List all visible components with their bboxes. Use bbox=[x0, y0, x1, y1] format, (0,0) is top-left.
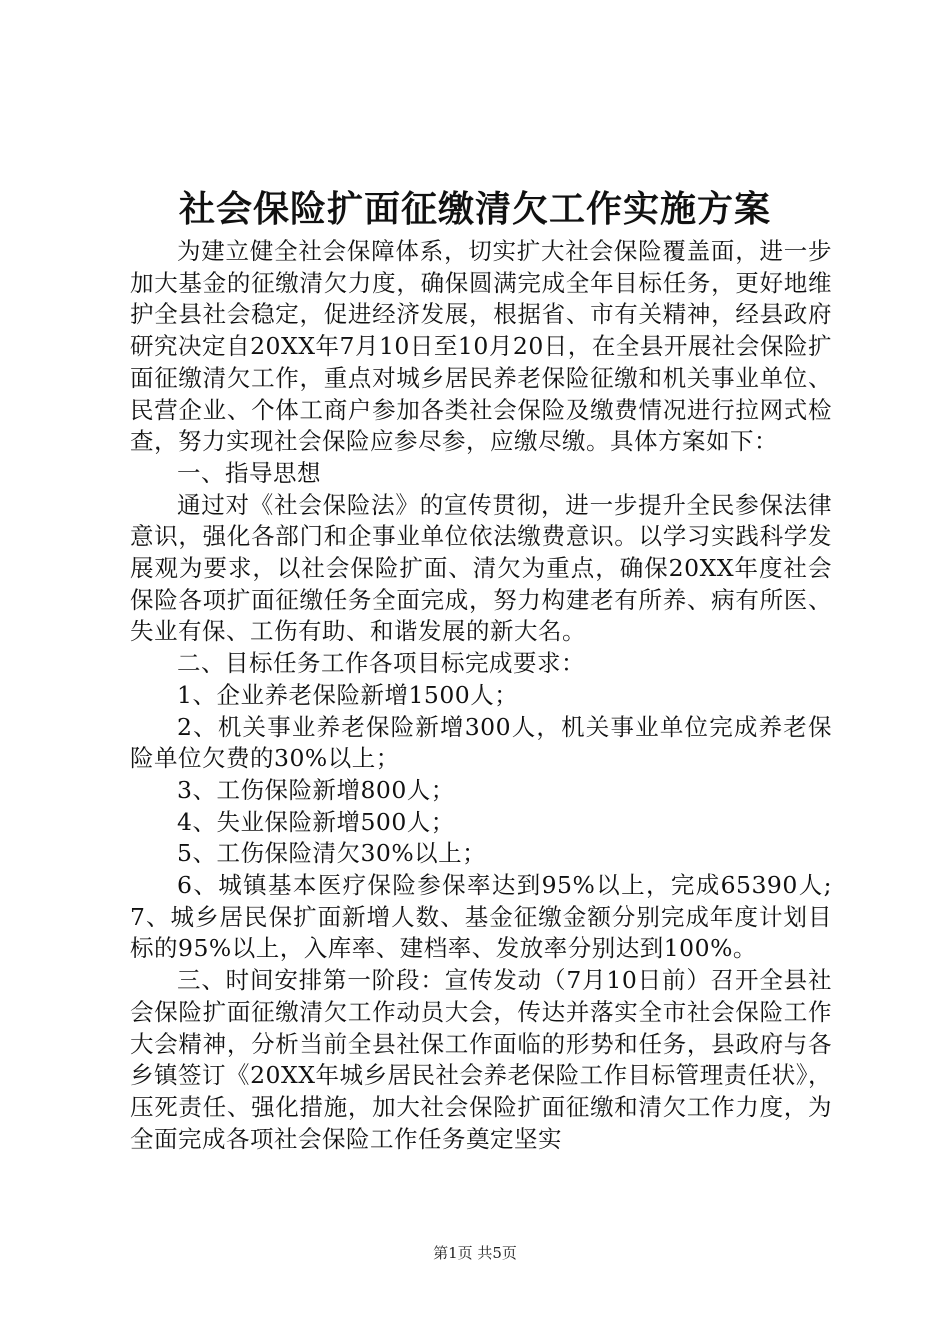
section-heading-guiding-ideology: 一、指导思想 bbox=[177, 458, 321, 487]
target-item-3: 3、工伤保险新增800人； bbox=[177, 775, 455, 804]
page-footer: 第1页 共5页 bbox=[433, 1244, 517, 1262]
document-title: 社会保险扩面征缴清欠工作实施方案 bbox=[178, 188, 771, 230]
schedule-paragraph: 三、时间安排第一阶段：宣传发动（7月10日前）召开全县社会保险扩面征缴清欠工作动员大会，传达并落实全市社会保险工作大会精神，分析当前全县社保工作面临的形势和任务，县政府与各乡镇签订《20XX年城乡居民社会养老保险工作目标管理责任状》，压死责任、强化措施，加大社会保险扩面征缴和清欠工作力度，为全面完成各项社会保险工作任务奠定坚实 bbox=[130, 966, 832, 1153]
target-item-1: 1、企业养老保险新增1500人； bbox=[177, 680, 519, 709]
target-item-6-7: 6、城镇基本医疗保险参保率达到95%以上，完成65390人;7、城乡居民保扩面新增人数、基金征缴金额分别完成年度计划目标的95%以上，入库率、建档率、发放率分别达到100%。 bbox=[130, 871, 832, 963]
guiding-ideology-paragraph: 通过对《社会保险法》的宣传贯彻，进一步提升全民参保法律意识，强化各部门和企事业单位依法缴费意识。以学习实践科学发展观为要求，以社会保险扩面、清欠为重点，确保20XX年度社会保险各项扩面征缴任务全面完成，努力构建老有所养、病有所医、失业有保、工伤有助、和谐发展的新大名。 bbox=[130, 490, 832, 646]
target-item-4: 4、失业保险新增500人； bbox=[177, 807, 455, 836]
intro-paragraph: 为建立健全社会保障体系，切实扩大社会保险覆盖面，进一步加大基金的征缴清欠力度，确保圆满完成全年目标任务，更好地维护全县社会稳定，促进经济发展，根据省、市有关精神，经县政府研究决定自20XX年7月10日至10月20日，在全县开展社会保险扩面征缴清欠工作，重点对城乡居民养老保险征缴和机关事业单位、民营企业、个体工商户参加各类社会保险及缴费情况进行拉网式检查，努力实现社会保险应参尽参，应缴尽缴。具体方案如下： bbox=[130, 237, 832, 456]
target-item-2: 2、机关事业养老保险新增300人，机关事业单位完成养老保险单位欠费的30%以上； bbox=[130, 712, 832, 773]
section-heading-targets: 二、目标任务工作各项目标完成要求： bbox=[177, 649, 585, 678]
document-body bbox=[130, 236, 832, 1155]
target-item-5: 5、工伤保险清欠30%以上； bbox=[177, 839, 487, 868]
